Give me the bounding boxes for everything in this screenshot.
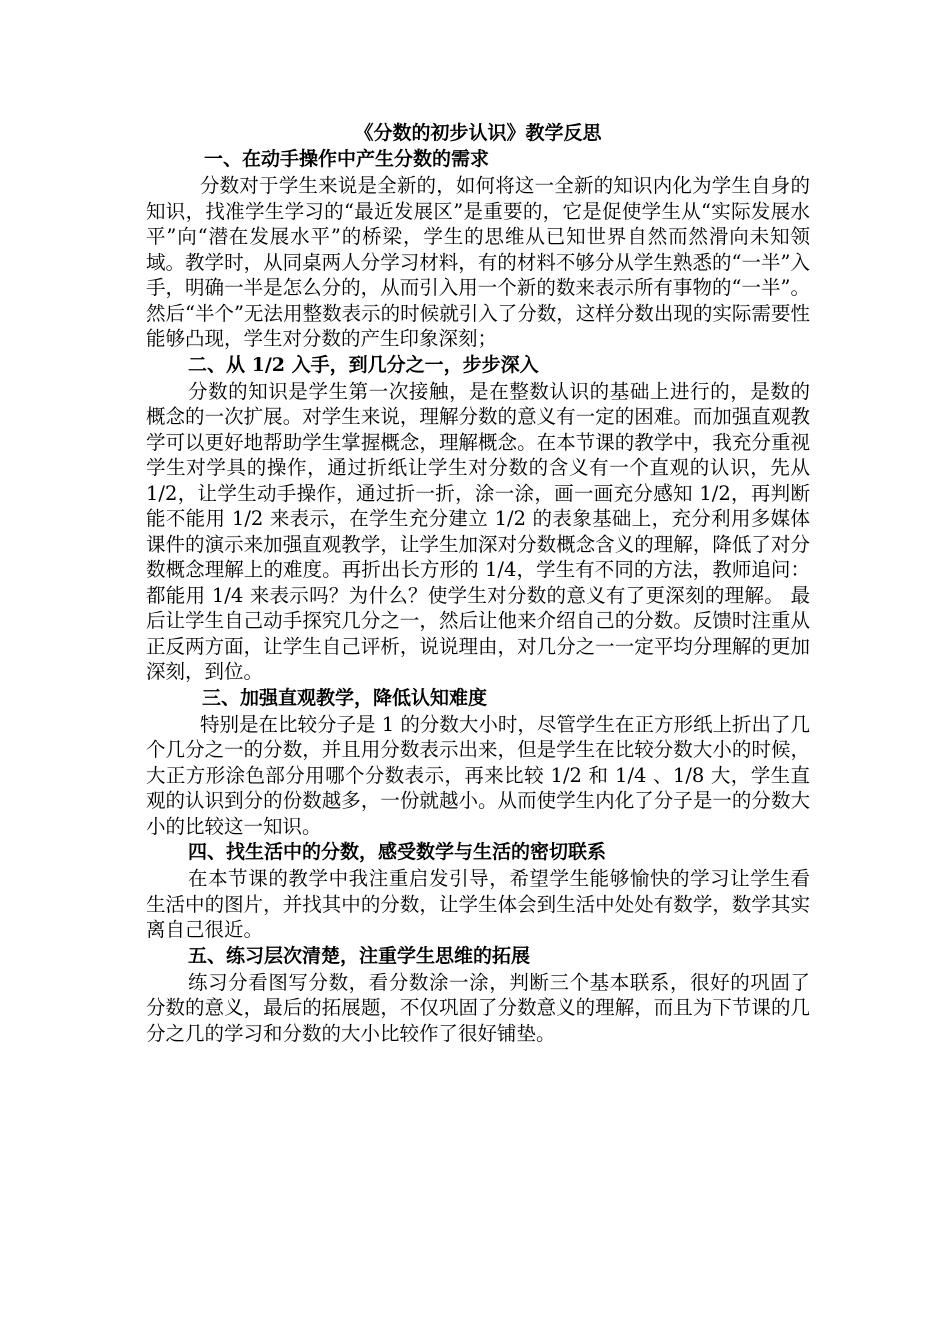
document-page bbox=[146, 120, 810, 1046]
section-heading-3: 三、加强直观教学，降低认知难度 bbox=[202, 686, 488, 709]
section-heading-2: 二、从 1/2 入手，到几分之一，步步深入 bbox=[188, 353, 539, 376]
section-body-4: 在本节课的教学中我注重启发引导，希望学生能够愉快的学习让学生看生活中的图片，并找其中的分数，让学生体会到生活中处处有数学，数学其实离自己很近。 bbox=[146, 867, 810, 941]
section-body-3: 特别是在比较分子是 1 的分数大小时，尽管学生在正方形纸上折出了几个几分之一的分数，并且用分数表示出来，但是学生在比较分数大小的时候，大正方形涂色部分用哪个分数表示，再来比较 1/2 和 1/4 、1/8 大，学生直观的认识到分的份数越多，一份就越小。从而使学生内化了分子是一的分数大小的比较这一知识。 bbox=[146, 712, 810, 838]
section-body-1: 分数对于学生来说是全新的，如何将这一全新的知识内化为学生自身的知识，找准学生学习的“最近发展区”是重要的，它是促使学生从“实际发展水平”向“潜在发展水平”的桥梁，学生的思维从已知世界自然而然滑向未知领域。教学时，从同桌两人分学习材料，有的材料不够分从学生熟悉的“一半”入手，明确一半是怎么分的，从而引入用一个新的数来表示所有事物的“一半”。然后“半个”无法用整数表示的时候就引入了分数，这样分数出现的实际需要性能够凸现，学生对分数的产生印象深刻； bbox=[146, 174, 810, 350]
section-body-5: 练习分看图写分数，看分数涂一涂，判断三个基本联系，很好的巩固了分数的意义，最后的拓展题，不仅巩固了分数意义的理解，而且为下节课的几分之几的学习和分数的大小比较作了很好铺垫。 bbox=[146, 970, 810, 1045]
section-body-2: 分数的知识是学生第一次接触，是在整数认识的基础上进行的，是数的概念的一次扩展。对学生来说，理解分数的意义有一定的困难。而加强直观教学可以更好地帮助学生掌握概念，理解概念。在本节课的教学中，我充分重视学生对学具的操作，通过折纸让学生对分数的含义有一个直观的认识，先从 1/2，让学生动手操作，通过折一折，涂一涂，画一画充分感知 1/2，再判断能不能用 1/2 来表示，在学生充分建立 1/2 的表象基础上，充分利用多媒体课件的演示来加强直观教学，让学生加深对分数概念含义的理解，降低了对分数概念理解上的难度。再折出长方形的 1/4，学生有不同的方法，教师追问：都能用 1/4 来表示吗？为什么？使学生对分数的意义有了更深刻的理解。 最后让学生自己动手探究几分之一，然后让他来介绍自己的分数。反馈时注重从正反两方面，让学生自己评析，说说理由，对几分之一一定平均分理解的更加深刻，到位。 bbox=[146, 379, 810, 683]
section-heading-1: 一、在动手操作中产生分数的需求 bbox=[204, 148, 490, 170]
document-title: 《分数的初步认识》教学反思 bbox=[354, 122, 602, 144]
section-heading-5: 五、练习层次清楚，注重学生思维的拓展 bbox=[188, 944, 531, 967]
section-heading-4: 四、找生活中的分数，感受数学与生活的密切联系 bbox=[188, 841, 607, 863]
